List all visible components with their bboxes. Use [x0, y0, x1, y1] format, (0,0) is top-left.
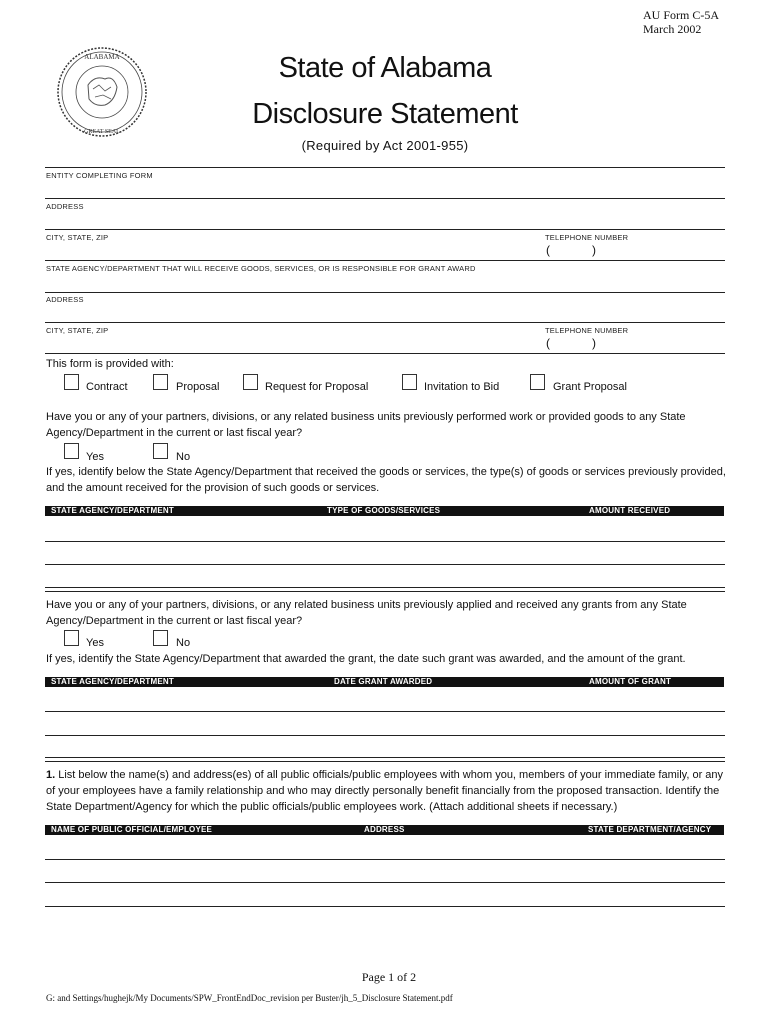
proposal-label: Proposal: [176, 381, 220, 393]
address-field[interactable]: [45, 229, 725, 230]
question-number: 1.: [46, 769, 56, 781]
divider: [45, 757, 725, 762]
address-label: ADDRESS: [46, 295, 84, 304]
col-agency: STATE AGENCY/DEPARTMENT: [51, 506, 174, 515]
page-number: Page 1 of 2: [361, 970, 417, 984]
col-agency: STATE AGENCY/DEPARTMENT: [51, 677, 174, 686]
col-date-awarded: DATE GRANT AWARDED: [334, 677, 433, 686]
svg-text:GREAT SEAL: GREAT SEAL: [84, 129, 120, 135]
q1-yes-label: Yes: [86, 451, 104, 463]
entity-label: ENTITY COMPLETING FORM: [46, 171, 153, 180]
q2-yes-label: Yes: [86, 637, 104, 649]
file-path: G: and Settings/hughejk/My Documents/SPW_FrontEndDoc_revision per Buster/jh_5_Disclosure Statement.pdf: [46, 993, 453, 1003]
form-number: AU Form C-5A: [643, 8, 720, 22]
q1-followup: If yes, identify below the State Agency/Department that received the goods or services, the type(s) of goods or services previously provided, and the amount received for the provision of such goods or services.: [46, 466, 726, 494]
invitation-to-bid-checkbox[interactable]: [402, 374, 417, 390]
form-id: [643, 8, 719, 36]
q2-yes-checkbox[interactable]: [64, 630, 79, 646]
q3-table-header: [45, 825, 724, 835]
q1-table-header: [45, 506, 724, 516]
page-title: Disclosure Statement: [252, 98, 518, 130]
seal-lettering: ALABAMA: [84, 53, 120, 61]
col-goods-services: TYPE OF GOODS/SERVICES: [327, 506, 441, 515]
question-goods-services: Have you or any of your partners, divisions, or any related business units previously performed work or provided goods to any State Agency/Department in the current or last fiscal year?: [46, 411, 686, 439]
q2-no-checkbox[interactable]: [153, 630, 168, 646]
area-code-close: ): [592, 243, 596, 257]
area-code-close: ): [592, 336, 596, 350]
q1-yes-checkbox[interactable]: [64, 443, 79, 459]
rfp-label: Request for Proposal: [265, 381, 369, 393]
q3-table-row[interactable]: [45, 882, 725, 883]
page-title-state: State of Alabama: [278, 52, 492, 84]
q2-table-row[interactable]: [45, 711, 725, 712]
col-amount-grant: AMOUNT OF GRANT: [589, 677, 672, 686]
question-public-officials: [46, 767, 728, 815]
agency-field[interactable]: [45, 292, 725, 293]
q1-no-label: No: [176, 451, 191, 463]
city-phone-field[interactable]: [45, 260, 725, 261]
invitation-to-bid-label: Invitation to Bid: [424, 381, 500, 393]
telephone-label: TELEPHONE NUMBER: [545, 233, 629, 242]
col-address: ADDRESS: [364, 825, 405, 834]
grant-proposal-checkbox[interactable]: [530, 374, 545, 390]
col-name-official: NAME OF PUBLIC OFFICIAL/EMPLOYEE: [51, 825, 213, 834]
rfp-checkbox[interactable]: [243, 374, 258, 390]
q2-table-row[interactable]: [45, 735, 725, 736]
q3-table-row[interactable]: [45, 859, 725, 860]
divider: [45, 587, 725, 592]
address-label: ADDRESS: [46, 202, 84, 211]
grant-proposal-label: Grant Proposal: [553, 381, 627, 393]
entity-field[interactable]: [45, 198, 725, 199]
q2-table-header: [45, 677, 724, 687]
agency-label: STATE AGENCY/DEPARTMENT THAT WILL RECEIVE GOODS, SERVICES, OR IS RESPONSIBLE FOR GRANT AWARD: [46, 264, 476, 273]
col-amount-received: AMOUNT RECEIVED: [589, 506, 671, 515]
area-code-open: (: [546, 243, 550, 257]
provided-with-label: This form is provided with:: [46, 358, 174, 370]
city-phone-field[interactable]: [45, 353, 725, 354]
divider: [45, 167, 725, 168]
col-department-agency: STATE DEPARTMENT/AGENCY: [588, 825, 712, 834]
city-label: CITY, STATE, ZIP: [46, 326, 109, 335]
q3-table-row[interactable]: [45, 906, 725, 907]
area-code-open: (: [546, 336, 550, 350]
telephone-label: TELEPHONE NUMBER: [545, 326, 629, 335]
page-subtitle: (Required by Act 2001-955): [301, 138, 469, 153]
q1-no-checkbox[interactable]: [153, 443, 168, 459]
question-grants: Have you or any of your partners, divisions, or any related business units previously applied and received any grants from any State Agency/Department in the current or last fiscal year?: [46, 599, 687, 627]
q1-table-row[interactable]: [45, 541, 725, 542]
proposal-checkbox[interactable]: [153, 374, 168, 390]
contract-label: Contract: [86, 381, 128, 393]
city-label: CITY, STATE, ZIP: [46, 233, 109, 242]
form-date: March 2002: [643, 22, 702, 36]
q2-no-label: No: [176, 637, 191, 649]
address-field[interactable]: [45, 322, 725, 323]
q2-followup: If yes, identify the State Agency/Department that awarded the grant, the date such grant was awarded, and the amount of the grant.: [46, 653, 686, 665]
contract-checkbox[interactable]: [64, 374, 79, 390]
q1-table-row[interactable]: [45, 564, 725, 565]
question-public-officials-text: List below the name(s) and address(es) of all public officials/public employees with whom you, members of your immediate family, or any of your employees have a family relationship and who may directly personally benefit financially from the proposed transaction. Identify the State Department/Agency for which the public officials/public employees work. (Attach additional sheets if necessary.): [46, 769, 724, 813]
